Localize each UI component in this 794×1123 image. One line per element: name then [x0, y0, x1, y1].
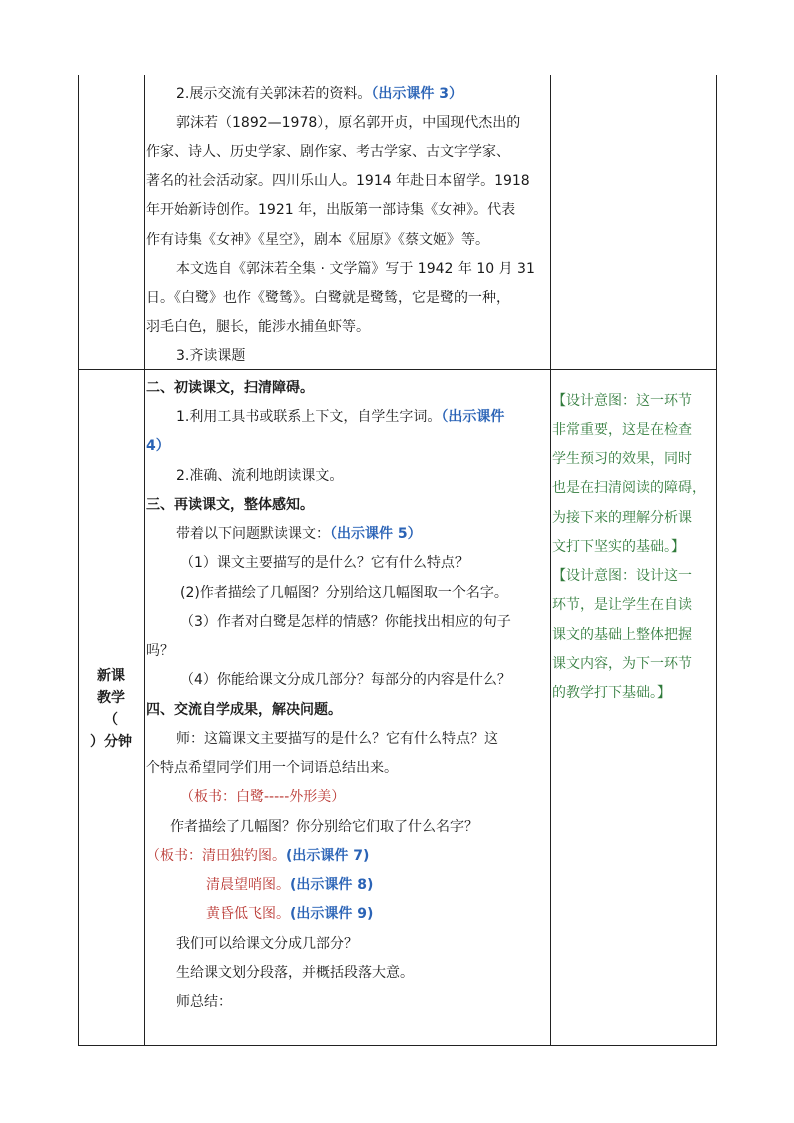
board-title: 清田独钓图。 — [202, 848, 286, 864]
courseware-tag: （出示课件 — [441, 409, 505, 425]
design-note-line: 学生预习的效果，同时 — [552, 451, 692, 467]
design-note-line: 的教学打下基础。】 — [552, 685, 671, 701]
board-title: 清晨望哨图。 — [206, 877, 290, 893]
courseware-tag: (出示课件 7) — [286, 848, 370, 864]
question-3: （3）作者对白鹭是怎样的情感？你能找出相应的句子 — [180, 614, 511, 630]
design-note-line: 文打下坚实的基础。】 — [552, 539, 685, 555]
step-1-text: 1.利用工具书或联系上下文，自学生字词。 — [176, 409, 442, 425]
design-note-line: 非常重要，这是在检查 — [552, 422, 692, 438]
courseware-tag: （出示课件 5） — [330, 526, 422, 542]
courseware-tag: （出示课件 3） — [371, 86, 463, 102]
board-prefix: （板书： — [146, 848, 202, 864]
question-intro-line — [176, 524, 422, 544]
design-note-line: 为接下来的理解分析课 — [552, 510, 692, 526]
question-4: （4）你能给课文分成几部分？每部分的内容是什么？ — [180, 672, 511, 688]
bio-line: 日。《白鹭》也作《鹭鸶》。白鹭就是鹭鸶，它是鹭的一种， — [146, 290, 510, 306]
board-title: 黄昏低飞图。 — [206, 906, 290, 922]
section-label-line: （ — [104, 712, 118, 728]
section-label-line: ）分钟 — [90, 734, 132, 750]
design-note-line: 环节，是让学生在自读 — [552, 597, 692, 613]
board-note-4 — [206, 904, 373, 924]
design-note-line: 【设计意图：设计这一 — [552, 568, 692, 584]
design-note-line: 课文的基础上整体把握 — [552, 627, 692, 643]
table-border-right — [716, 75, 717, 1046]
courseware-tag: (出示课件 8) — [290, 877, 374, 893]
courseware-tag-wrap: 4） — [146, 438, 170, 454]
table-border-col2 — [550, 75, 551, 1046]
bio-line: 作有诗集《女神》《星空》，剧本《屈原》《蔡文姬》等。 — [146, 232, 489, 248]
question-1: （1）课文主要描写的是什么？它有什么特点？ — [180, 555, 469, 571]
teacher-line-wrap: 个特点希望同学们用一个词语总结出来。 — [146, 760, 398, 776]
bio-line: 郭沫若（1892—1978），原名郭开贞，中国现代杰出的 — [176, 115, 521, 131]
teacher-line: 我们可以给课文分成几部分？ — [176, 936, 358, 952]
design-note-line: 也是在扫清阅读的障碍， — [552, 480, 706, 496]
teacher-question: 作者描绘了几幅图？你分别给它们取了什么名字？ — [170, 819, 478, 835]
courseware-tag: (出示课件 9) — [290, 906, 374, 922]
bio-line: 本文选自《郭沫若全集 · 文学篇》写于 1942 年 10 月 31 — [176, 261, 535, 277]
item3-line: 3.齐读课题 — [176, 348, 246, 364]
bio-line: 著名的社会活动家。四川乐山人。1914 年赴日本留学。1918 — [146, 173, 530, 189]
question-2: (2)作者描绘了几幅图？分别给这几幅图取一个名字。 — [180, 585, 508, 601]
question-3-wrap: 吗？ — [146, 643, 174, 659]
board-note-3 — [206, 875, 373, 895]
heading-4: 四、交流自学成果，解决问题。 — [146, 702, 342, 718]
section-label-line: 新课 — [97, 668, 125, 684]
bio-line: 年开始新诗创作。1921 年，出版第一部诗集《女神》。代表 — [146, 202, 516, 218]
item2-text: 2.展示交流有关郭沫若的资料。 — [176, 86, 372, 102]
step-1-line — [176, 407, 504, 427]
teacher-line: 师：这篇课文主要描写的是什么？它有什么特点？这 — [176, 731, 498, 747]
student-line: 生给课文划分段落，并概括段落大意。 — [176, 965, 414, 981]
bio-line: 羽毛白色，腿长，能涉水捕鱼虾等。 — [146, 319, 370, 335]
board-note-2 — [146, 846, 369, 866]
question-intro: 带着以下问题默读课文： — [176, 526, 330, 542]
table-border-left — [78, 75, 79, 1046]
section-label-line: 教学 — [97, 690, 125, 706]
item2-line — [176, 84, 463, 104]
design-note-line: 【设计意图：这一环节 — [552, 393, 692, 409]
heading-3: 三、再读课文，整体感知。 — [146, 497, 314, 513]
step-2-line: 2.准确、流利地朗读课文。 — [176, 468, 344, 484]
design-note-line: 课文内容，为下一环节 — [552, 656, 692, 672]
table-border-bottom — [78, 1045, 717, 1046]
section-label — [80, 665, 142, 753]
teacher-summary: 师总结： — [176, 994, 232, 1010]
table-row-divider — [78, 369, 717, 370]
table-border-col1 — [144, 75, 145, 1046]
bio-line: 作家、诗人、历史学家、剧作家、考古学家、古文字学家、 — [146, 144, 510, 160]
heading-2: 二、初读课文，扫清障碍。 — [146, 380, 314, 396]
board-note-1: （板书：白鹭-----外形美） — [180, 789, 346, 805]
